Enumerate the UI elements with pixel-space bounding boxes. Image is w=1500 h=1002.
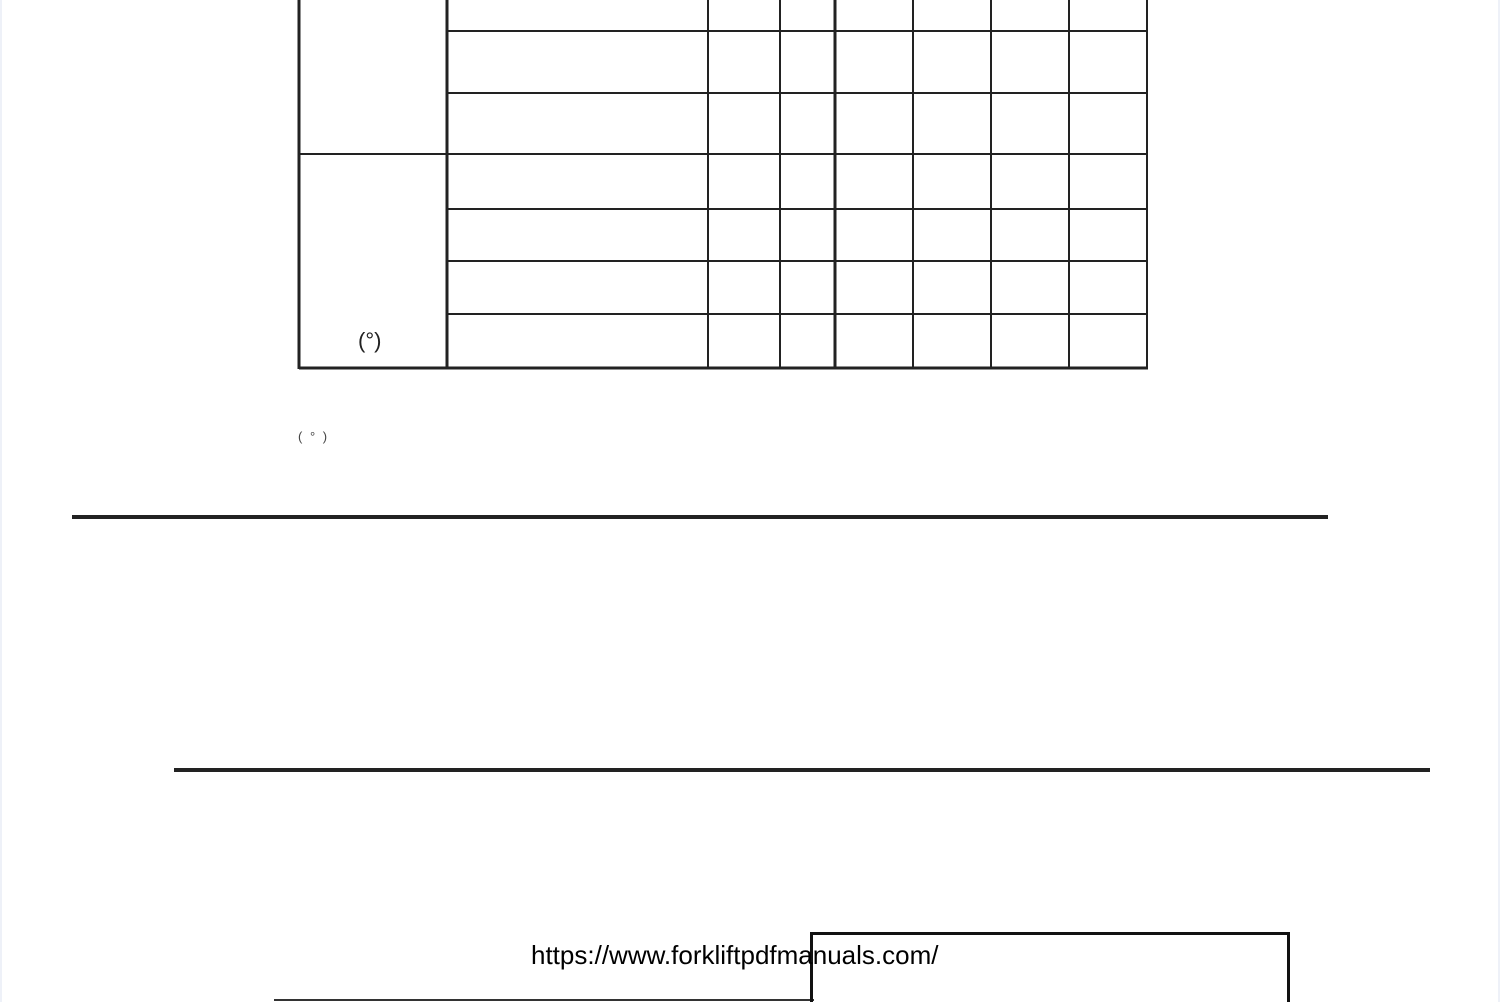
section-divider-2 <box>174 768 1430 772</box>
spec-table-grid <box>2 0 1498 400</box>
footnote-mark: ( ° ) <box>298 429 330 444</box>
source-url[interactable]: https://www.forkliftpdfmanuals.com/ <box>531 940 939 970</box>
document-page <box>2 0 1498 1002</box>
footer-underline <box>274 999 814 1001</box>
degree-unit-label: (°) <box>358 328 382 353</box>
section-divider-1 <box>72 515 1328 519</box>
